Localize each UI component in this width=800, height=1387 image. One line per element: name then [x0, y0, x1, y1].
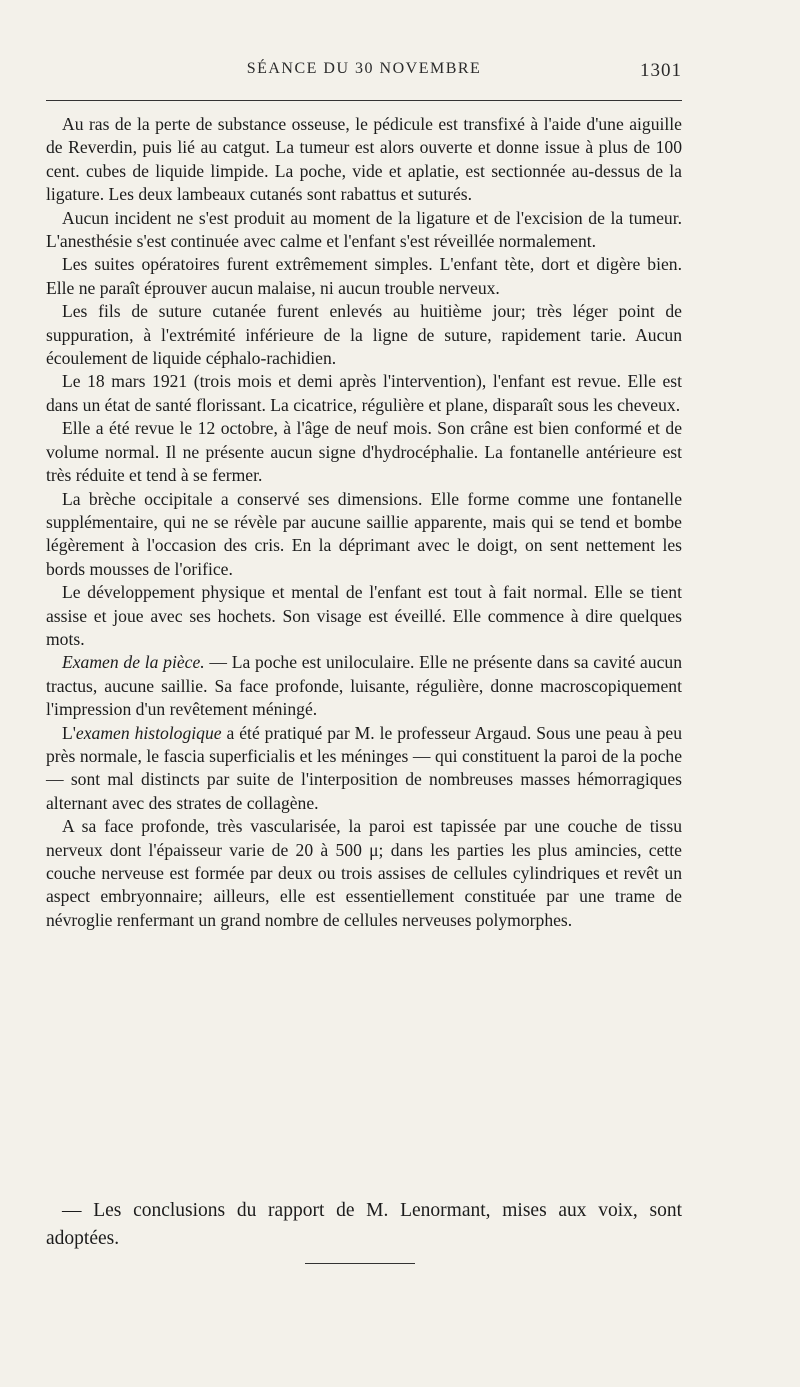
closing-section	[46, 1197, 682, 1253]
paragraph-examen-histologique	[46, 722, 682, 816]
paragraph-developpement: Le développement physique et mental de l'enfant est tout à fait normal. Elle se tient assise et joue avec ses hochets. Son visage est éveillé. Elle commence à dire quelques mots.	[46, 582, 682, 649]
body-text	[46, 113, 682, 932]
examen-histo-prefix: L'	[62, 722, 76, 743]
paragraph-examen-piece	[46, 651, 682, 721]
header-rule	[46, 100, 682, 101]
running-title: SÉANCE DU 30 NOVEMBRE	[246, 60, 482, 77]
examen-histo-label: examen histologique	[75, 722, 222, 743]
examen-piece-text: — La poche est uniloculaire. Elle ne présente dans sa cavité aucun tractus, aucune saillie. Sa face profonde, luisante, régulière, donne macroscopiquement l'impression d'un revêtement méningé.	[46, 652, 682, 720]
page-number: 1301	[640, 60, 682, 81]
examen-histo-text: a été pratiqué par M. le professeur Argaud. Sous une peau à peu près normale, le fascia superficialis et les méninges — qui constituent la paroi de la poche — sont mal distincts par suite de l'interposition de nombreuses masses hémorragiques alternant avec des strates de collagène.	[46, 722, 683, 813]
paragraph-18-mars: Le 18 mars 1921 (trois mois et demi après l'intervention), l'enfant est revue. Elle est dans un état de santé florissant. La cicatrice, régulière et plane, disparaît sous les cheveux.	[46, 371, 682, 415]
paragraph-suites: Les suites opératoires furent extrêmement simples. L'enfant tète, dort et digère bien. Elle ne paraît éprouver aucun malaise, ni aucun trouble nerveux.	[46, 254, 682, 298]
conclusion-paragraph: — Les conclusions du rapport de M. Lenormant, mises aux voix, sont adoptées.	[46, 1200, 682, 1249]
paragraph-incident: Aucun incident ne s'est produit au moment de la ligature et de l'excision de la tumeur. L'anesthésie s'est continuée avec calme et l'enfant s'est réveillée normalement.	[46, 207, 682, 252]
examen-piece-label: Examen de la pièce.	[62, 652, 205, 673]
paragraph-face-profonde: A sa face profonde, très vascularisée, la paroi est tapissée par une couche de tissu nerveux dont l'épaisseur varie de 20 à 500 μ; dans les parties les plus amincies, cette couche nerveuse est formée par deux ou trois assises de cellules cylindriques et revêt un aspect embryonnaire; ailleurs, elle est essentiellement constituée par une trame de névroglie renfermant un grand nombre de cellules nerveuses polymorphes.	[46, 816, 682, 930]
paragraph-fils: Les fils de suture cutanée furent enlevés au huitième jour; très léger point de suppuration, à l'extrémité inférieure de la ligne de suture, rapidement tarie. Aucun écoulement de liquide céphalo-rachidien.	[46, 301, 682, 369]
paragraph-12-octobre: Elle a été revue le 12 octobre, à l'âge de neuf mois. Son crâne est bien conformé et de volume normal. Il ne présente aucun signe d'hydrocéphalie. La fontanelle antérieure est très réduite et tend à se fermer.	[46, 418, 682, 486]
paragraph-breche: La brèche occipitale a conservé ses dimensions. Elle forme comme une fontanelle supplémentaire, qui ne se révèle par aucune saillie apparente, mais qui se tend et bombe légèrement à l'occasion des cris. En la déprimant avec le doigt, on sent nettement les bords mousses de l'orifice.	[46, 488, 682, 579]
running-head	[46, 60, 682, 86]
end-rule	[305, 1263, 415, 1264]
paragraph-ligature: Au ras de la perte de substance osseuse, le pédicule est transfixé à l'aide d'une aiguille de Reverdin, puis lié au catgut. La tumeur est alors ouverte et donne issue à plus de 100 cent. cubes de liquide limpide. La poche, vide et aplatie, est sectionnée au-dessus de la ligature. Les deux lambeaux cutanés sont rabattus et suturés.	[46, 114, 682, 205]
